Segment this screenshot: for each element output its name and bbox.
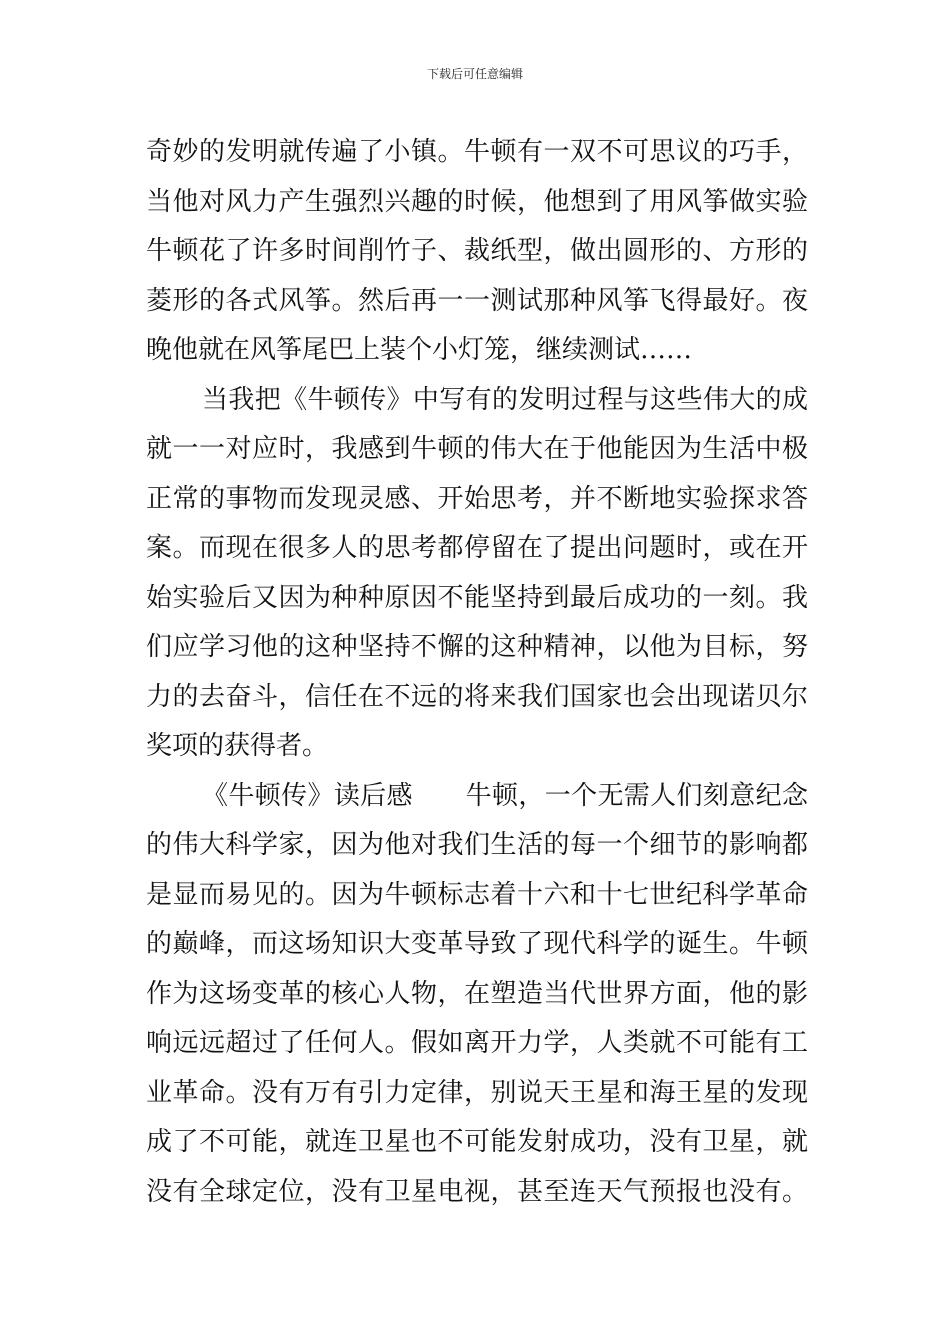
- paragraph-first-line: 《牛顿传》读后感 牛顿，一个无需人们刻意纪念: [202, 780, 808, 811]
- text-line: 当他对风力产生强烈兴趣的时候，他想到了用风筝做实验: [146, 186, 808, 217]
- text-line: 力的去奋斗，信任在不远的将来我们国家也会出现诺贝尔: [146, 681, 808, 712]
- text-line: 案。而现在很多人的思考都停留在了提出问题时，或在开: [146, 533, 808, 563]
- page-header: 下载后可任意编辑: [426, 67, 523, 81]
- text-line: 作为这场变革的核心人物，在塑造当代世界方面，他的影: [146, 978, 808, 1009]
- text-line: 正常的事物而发现灵感、开始思考，并不断地实验探求答: [146, 483, 808, 514]
- text-line: 晚他就在风筝尾巴上装个小灯笼，继续测试……: [146, 335, 693, 365]
- text-line: 们应学习他的这种坚持不懈的这种精神，以他为目标，努: [146, 632, 808, 662]
- text-line: 奇妙的发明就传遍了小镇。牛顿有一双不可思议的巧手，: [146, 137, 808, 167]
- text-line: 响远远超过了任何人。假如离开力学，人类就不可能有工: [146, 1028, 808, 1058]
- text-line: 奖项的获得者。: [146, 731, 329, 761]
- text-line: 成了不可能，就连卫星也不可能发射成功，没有卫星，就: [146, 1127, 808, 1157]
- paragraph-first-line: 当我把《牛顿传》中写有的发明过程与这些伟大的成: [202, 384, 808, 415]
- text-line: 业革命。没有万有引力定律，别说天王星和海王星的发现: [146, 1077, 808, 1108]
- text-line: 始实验后又因为种种原因不能坚持到最后成功的一刻。我: [146, 582, 808, 613]
- text-line: 是显而易见的。因为牛顿标志着十六和十七世纪科学革命: [146, 879, 808, 910]
- text-line: 没有全球定位，没有卫星电视，甚至连天气预报也没有。: [146, 1176, 808, 1207]
- text-line: 就一一对应时，我感到牛顿的伟大在于他能因为生活中极: [146, 434, 808, 464]
- document-body: [146, 128, 808, 1217]
- text-line: 的巅峰，而这场知识大变革导致了现代科学的诞生。牛顿: [146, 929, 808, 959]
- text-line: 菱形的各式风筝。然后再一一测试那种风筝飞得最好。夜: [146, 285, 808, 316]
- text-line: 牛顿花了许多时间削竹子、裁纸型，做出圆形的、方形的: [146, 236, 808, 266]
- text-line: 的伟大科学家，因为他对我们生活的每一个细节的影响都: [146, 830, 808, 860]
